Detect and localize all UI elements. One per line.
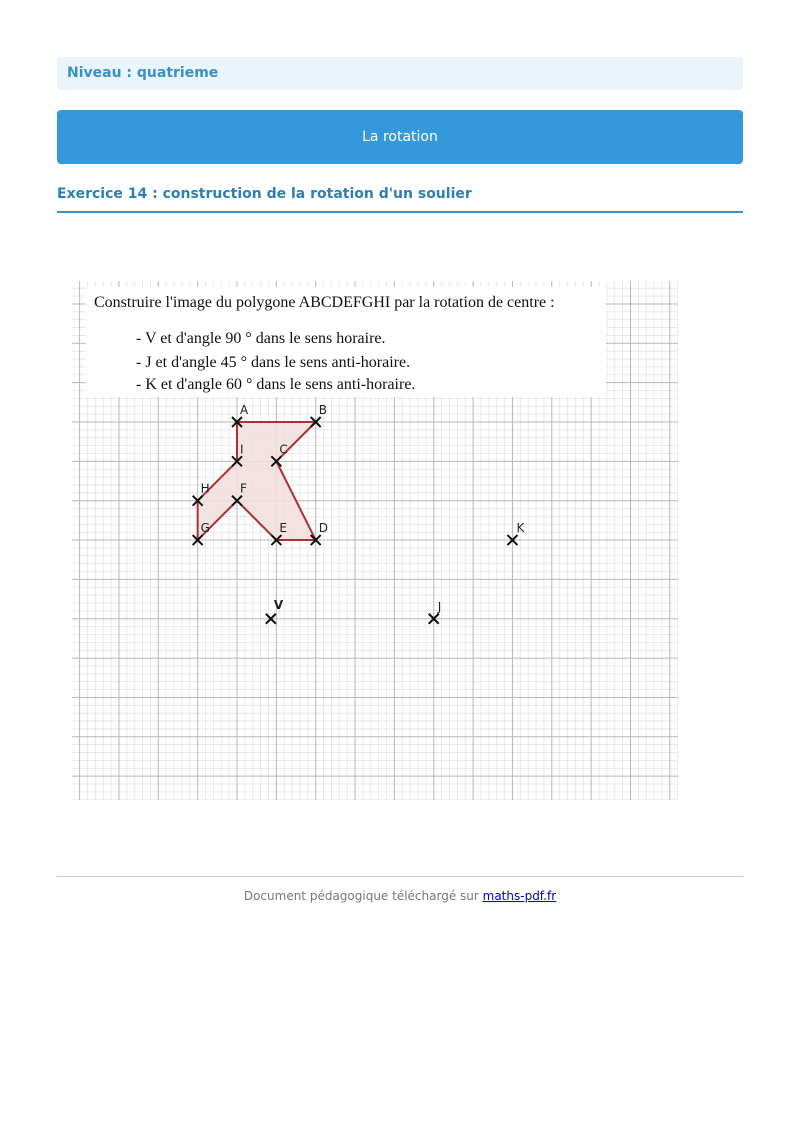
footer-link[interactable]: maths-pdf.fr	[482, 889, 557, 903]
instruction-line-2: - J et d'angle 45 ° dans le sens anti-horaire.	[136, 354, 411, 371]
footer-divider	[57, 876, 743, 877]
point-i-label: I	[240, 442, 244, 457]
point-d-label: D	[318, 521, 328, 536]
point-g-label: G	[200, 521, 210, 536]
exercise-figure	[72, 281, 678, 800]
chapter-banner	[57, 110, 743, 164]
point-j-label: J	[437, 599, 442, 614]
point-b-label: B	[318, 403, 327, 417]
chapter-title: La rotation	[362, 129, 438, 145]
grid-figure	[72, 281, 678, 800]
point-v-label: V	[273, 597, 284, 612]
point-e-label: E	[279, 521, 287, 536]
point-k-label: K	[516, 521, 525, 536]
point-f-label: F	[240, 481, 247, 496]
point-a-label: A	[240, 403, 249, 417]
level-box	[57, 57, 743, 90]
exercise-title: Exercice 14 : construction de la rotation d'un soulier	[57, 186, 743, 213]
level-label: Niveau : quatrieme	[67, 65, 219, 81]
point-c-label: C	[279, 442, 288, 457]
instruction-line-1: - V et d'angle 90 ° dans le sens horaire.	[136, 330, 386, 347]
instruction-line-3: - K et d'angle 60 ° dans le sens anti-horaire.	[136, 376, 416, 393]
polygon-abcdefghi	[198, 422, 316, 540]
point-h-label: H	[200, 481, 210, 496]
footer	[57, 889, 743, 903]
footer-text: Document pédagogique téléchargé sur	[243, 889, 483, 903]
instruction-line-0: Construire l'image du polygone ABCDEFGHI par la rotation de centre :	[94, 294, 555, 311]
